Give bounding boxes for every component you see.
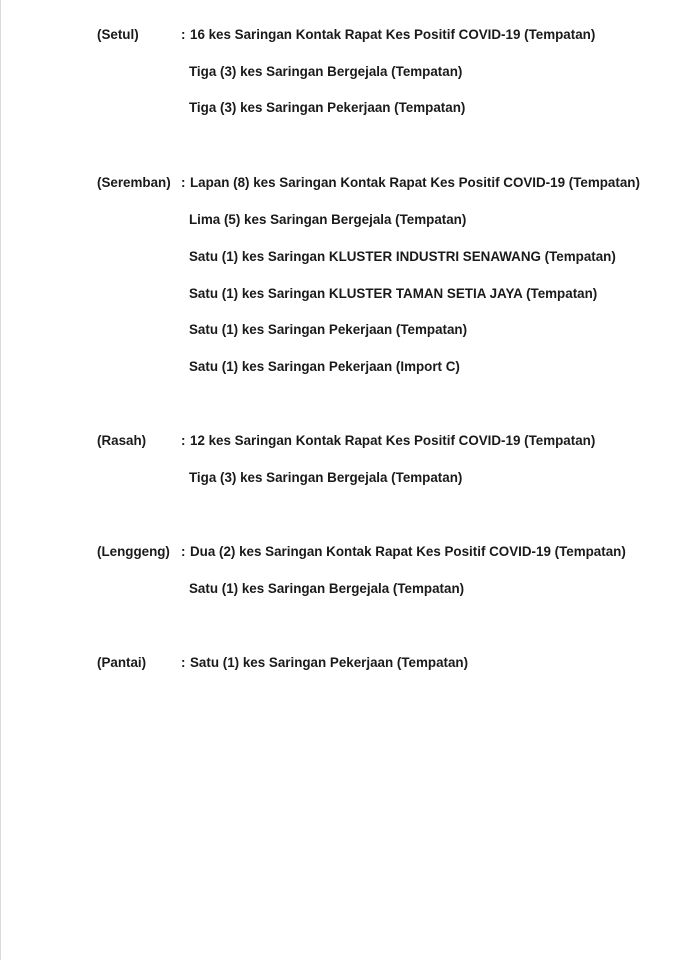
section-line bbox=[1, 173, 697, 193]
case-item: Satu (1) kes Saringan Pekerjaan (Import C) bbox=[189, 359, 460, 374]
case-item: Satu (1) kes Saringan Pekerjaan (Tempatan) bbox=[190, 655, 469, 670]
section-line bbox=[1, 247, 697, 267]
section-line bbox=[1, 579, 697, 599]
section-line bbox=[1, 210, 697, 230]
case-item: 16 kes Saringan Kontak Rapat Kes Positif COVID-19 (Tempatan) bbox=[190, 27, 596, 42]
case-item: Tiga (3) kes Saringan Bergejala (Tempatan) bbox=[189, 470, 463, 485]
section-line bbox=[1, 468, 697, 488]
case-item: Satu (1) kes Saringan Pekerjaan (Tempatan) bbox=[189, 322, 468, 337]
case-item: Lima (5) kes Saringan Bergejala (Tempatan) bbox=[189, 212, 467, 227]
area-label: (Seremban) bbox=[97, 175, 171, 190]
section-line bbox=[1, 25, 697, 45]
colon-separator: : bbox=[181, 655, 186, 670]
case-item: Satu (1) kes Saringan KLUSTER TAMAN SETIA JAYA (Tempatan) bbox=[189, 286, 598, 301]
section-line bbox=[1, 431, 697, 451]
section-line bbox=[1, 284, 697, 304]
section-line bbox=[1, 62, 697, 82]
section-line bbox=[1, 357, 697, 377]
case-item: Satu (1) kes Saringan KLUSTER INDUSTRI SENAWANG (Tempatan) bbox=[189, 249, 616, 264]
colon-separator: : bbox=[181, 544, 186, 559]
colon-separator: : bbox=[181, 175, 186, 190]
colon-separator: : bbox=[181, 27, 186, 42]
case-item: Tiga (3) kes Saringan Pekerjaan (Tempatan) bbox=[189, 100, 466, 115]
area-label: (Setul) bbox=[97, 27, 139, 42]
section-line bbox=[1, 653, 697, 673]
colon-separator: : bbox=[181, 433, 186, 448]
section-line bbox=[1, 542, 697, 562]
case-item: Tiga (3) kes Saringan Bergejala (Tempatan) bbox=[189, 64, 463, 79]
area-label: (Rasah) bbox=[97, 433, 147, 448]
case-item: Lapan (8) kes Saringan Kontak Rapat Kes Positif COVID-19 (Tempatan) bbox=[190, 175, 640, 190]
section-line bbox=[1, 320, 697, 340]
case-item: 12 kes Saringan Kontak Rapat Kes Positif COVID-19 (Tempatan) bbox=[190, 433, 596, 448]
area-label: (Lenggeng) bbox=[97, 544, 170, 559]
area-label: (Pantai) bbox=[97, 655, 147, 670]
case-item: Dua (2) kes Saringan Kontak Rapat Kes Positif COVID-19 (Tempatan) bbox=[190, 544, 626, 559]
section-line bbox=[1, 98, 697, 118]
case-item: Satu (1) kes Saringan Bergejala (Tempatan) bbox=[189, 581, 465, 596]
